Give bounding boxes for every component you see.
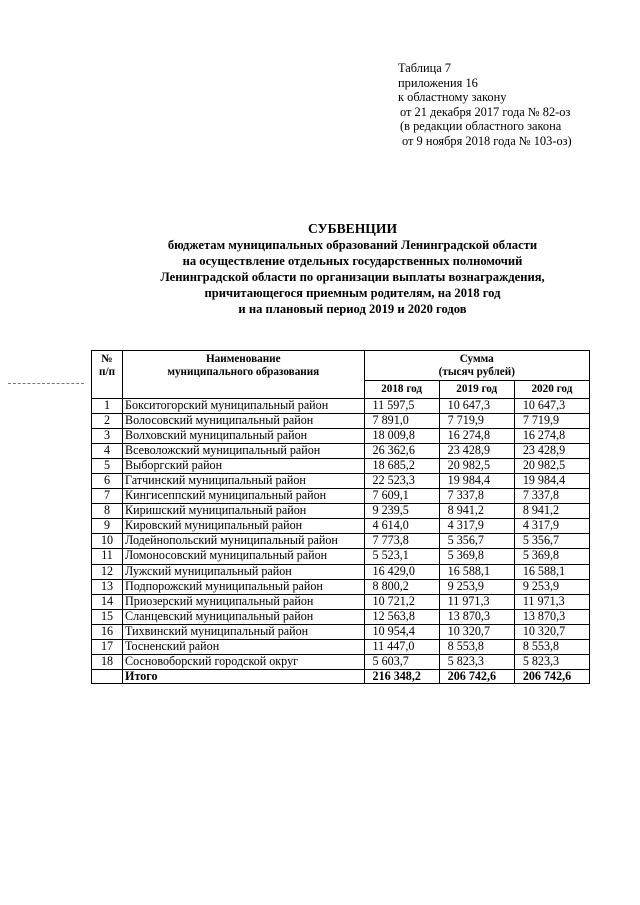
row-number: 13 [92,579,123,594]
municipality-name: Сосновоборский городской округ [123,655,364,670]
header-year-2020: 2020 год [514,381,589,399]
table-row [92,413,590,428]
value-2020: 16 274,8 [514,428,589,443]
table-row [92,504,590,519]
value-2019: 5 823,3 [439,655,514,670]
row-number: 11 [92,549,123,564]
subventions-table [91,350,590,684]
municipality-name: Киришский муниципальный район [123,504,364,519]
value-2018: 7 773,8 [364,534,439,549]
row-number: 9 [92,519,123,534]
row-number: 18 [92,655,123,670]
value-2019: 7 719,9 [439,413,514,428]
row-number: 12 [92,564,123,579]
value-2019: 13 870,3 [439,609,514,624]
total-2019: 206 742,6 [439,670,514,684]
value-2018: 11 447,0 [364,640,439,655]
row-number: 2 [92,413,123,428]
municipality-name: Лодейнопольский муниципальный район [123,534,364,549]
value-2019: 23 428,9 [439,443,514,458]
value-2019: 10 647,3 [439,398,514,413]
value-2019: 10 320,7 [439,624,514,639]
value-2019: 16 274,8 [439,428,514,443]
header-number-line1: № [101,353,113,365]
total-2018: 216 348,2 [364,670,439,684]
value-2020: 8 941,2 [514,504,589,519]
municipality-name: Всеволожский муниципальный район [123,443,364,458]
value-2019: 11 971,3 [439,594,514,609]
municipality-name: Волховский муниципальный район [123,428,364,443]
table-row [92,609,590,624]
value-2020: 11 971,3 [514,594,589,609]
value-2020: 13 870,3 [514,609,589,624]
value-2019: 4 317,9 [439,519,514,534]
header-line: Таблица 7 [398,61,451,75]
row-number: 8 [92,504,123,519]
header-line: (в редакции областного закона [400,119,562,134]
value-2020: 16 588,1 [514,564,589,579]
table-row [92,640,590,655]
margin-dashed-line [8,383,84,384]
total-row [92,670,590,684]
total-label: Итого [123,670,364,684]
title-main: СУБВЕНЦИИ [307,221,398,236]
title-line: на осуществление отдельных государственных полномочий [182,253,523,268]
header-year-2018: 2018 год [364,381,439,399]
value-2018: 7 609,1 [364,489,439,504]
header-line: от 9 ноября 2018 года № 103-оз) [402,133,572,148]
row-number: 6 [92,473,123,488]
table-row [92,458,590,473]
total-2020: 206 742,6 [514,670,589,684]
title-line: бюджетам муниципальных образований Ленинградской области [167,237,538,252]
table-body [92,398,590,670]
row-number: 14 [92,594,123,609]
value-2018: 5 603,7 [364,655,439,670]
table-row [92,624,590,639]
row-number: 10 [92,534,123,549]
row-number: 4 [92,443,123,458]
municipality-name: Тихвинский муниципальный район [123,624,364,639]
title-line: и на плановый период 2019 и 2020 годов [238,301,467,316]
header-name [123,351,364,399]
value-2018: 5 523,1 [364,549,439,564]
value-2018: 18 685,2 [364,458,439,473]
value-2020: 5 369,8 [514,549,589,564]
value-2018: 9 239,5 [364,504,439,519]
value-2018: 26 362,6 [364,443,439,458]
header-sum-line2: (тысяч рублей) [438,365,515,378]
row-number: 16 [92,624,123,639]
municipality-name: Кировский муниципальный район [123,519,364,534]
header-line: к областному закону [398,90,507,105]
municipality-name: Ломоносовский муниципальный район [123,549,364,564]
municipality-name: Подпорожский муниципальный район [123,579,364,594]
municipality-name: Выборгский район [123,458,364,473]
value-2020: 20 982,5 [514,458,589,473]
value-2019: 8 941,2 [439,504,514,519]
table-row [92,594,590,609]
header-line: от 21 декабря 2017 года № 82-оз [400,104,571,119]
header-name-line2: муниципального образования [167,365,320,378]
value-2018: 11 597,5 [364,398,439,413]
value-2018: 10 954,4 [364,624,439,639]
value-2020: 19 984,4 [514,473,589,488]
value-2020: 5 356,7 [514,534,589,549]
value-2018: 4 614,0 [364,519,439,534]
value-2020: 10 320,7 [514,624,589,639]
header-line: приложения 16 [398,75,478,90]
value-2020: 5 823,3 [514,655,589,670]
municipality-name: Бокситогорский муниципальный район [123,398,364,413]
value-2019: 20 982,5 [439,458,514,473]
table-row [92,443,590,458]
table-row [92,473,590,488]
value-2018: 7 891,0 [364,413,439,428]
value-2020: 9 253,9 [514,579,589,594]
municipality-name: Сланцевский муниципальный район [123,609,364,624]
value-2020: 7 337,8 [514,489,589,504]
total-num-cell [92,670,123,684]
table-row [92,398,590,413]
value-2020: 4 317,9 [514,519,589,534]
header-number [92,351,123,399]
value-2020: 7 719,9 [514,413,589,428]
row-number: 15 [92,609,123,624]
title-line: Ленинградской области по организации выплаты вознаграждения, [160,269,545,284]
row-number: 7 [92,489,123,504]
table-row [92,655,590,670]
value-2019: 5 356,7 [439,534,514,549]
value-2020: 23 428,9 [514,443,589,458]
table-row [92,534,590,549]
row-number: 17 [92,640,123,655]
row-number: 1 [92,398,123,413]
value-2018: 12 563,8 [364,609,439,624]
row-number: 3 [92,428,123,443]
municipality-name: Приозерский муниципальный район [123,594,364,609]
municipality-name: Лужский муниципальный район [123,564,364,579]
value-2019: 19 984,4 [439,473,514,488]
title-line: причитающегося приемным родителям, на 2018 год [204,285,501,300]
header-sum-line1: Сумма [459,353,494,365]
value-2018: 18 009,8 [364,428,439,443]
table-header-row [92,351,590,381]
table-row [92,519,590,534]
value-2018: 16 429,0 [364,564,439,579]
value-2020: 8 553,8 [514,640,589,655]
header-sum [364,351,589,381]
header-year-2019: 2019 год [439,381,514,399]
document-title [80,221,625,317]
value-2019: 16 588,1 [439,564,514,579]
row-number: 5 [92,458,123,473]
value-2019: 8 553,8 [439,640,514,655]
municipality-name: Кингисеппский муниципальный район [123,489,364,504]
table-row [92,549,590,564]
table-row [92,579,590,594]
value-2019: 9 253,9 [439,579,514,594]
header-name-line1: Наименование [205,353,281,365]
value-2019: 7 337,8 [439,489,514,504]
table-row [92,489,590,504]
municipality-name: Тосненский район [123,640,364,655]
value-2018: 10 721,2 [364,594,439,609]
value-2018: 8 800,2 [364,579,439,594]
value-2020: 10 647,3 [514,398,589,413]
value-2019: 5 369,8 [439,549,514,564]
table-row [92,564,590,579]
municipality-name: Гатчинский муниципальный район [123,473,364,488]
table-row [92,428,590,443]
header-number-line2: п/п [99,365,116,378]
appendix-header [398,61,572,149]
value-2018: 22 523,3 [364,473,439,488]
municipality-name: Волосовский муниципальный район [123,413,364,428]
